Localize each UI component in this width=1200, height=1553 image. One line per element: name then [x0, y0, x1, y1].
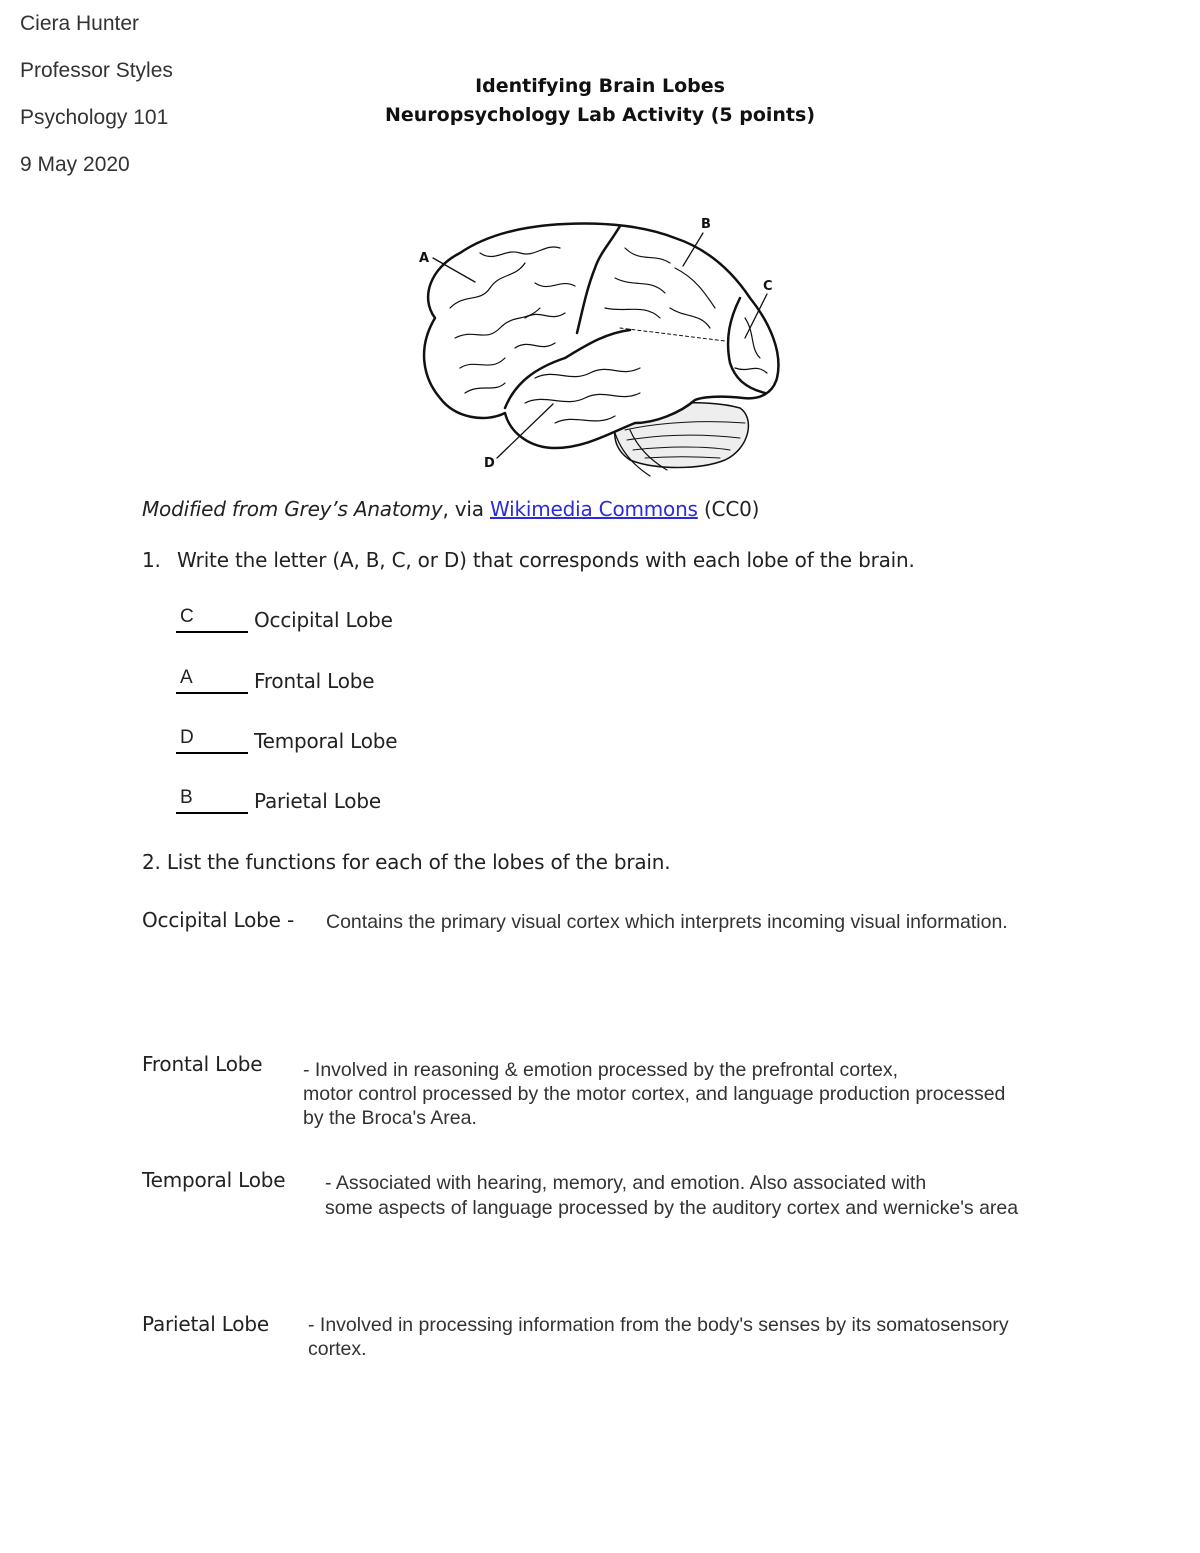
answer-temporal-lobe: Temporal Lobe: [254, 729, 398, 753]
answer-temporal-letter[interactable]: D: [180, 727, 194, 748]
function-parietal-line-1[interactable]: - Involved in processing information from the body's senses by its somatosensory: [308, 1314, 1009, 1336]
function-frontal-label: Frontal Lobe: [142, 1052, 263, 1076]
student-name: Ciera Hunter: [20, 12, 140, 35]
function-occipital-line-1[interactable]: Contains the primary visual cortex which interprets incoming visual information.: [326, 911, 1008, 933]
caption-source: Grey’s Anatomy: [284, 497, 443, 521]
function-frontal-line-1[interactable]: - Involved in reasoning & emotion processed by the prefrontal cortex,: [303, 1059, 899, 1081]
function-frontal-line-3[interactable]: by the Broca's Area.: [303, 1107, 477, 1129]
function-temporal-label: Temporal Lobe: [142, 1168, 286, 1192]
question-2-prompt: 2. List the functions for each of the lobes of the brain.: [142, 850, 671, 874]
answer-occipital-letter[interactable]: C: [180, 606, 194, 627]
question-1-prompt: Write the letter (A, B, C, or D) that corresponds with each lobe of the brain.: [177, 548, 915, 572]
caption-via: , via: [442, 497, 490, 521]
answer-occipital-blank: [176, 631, 248, 633]
caption-license: (CC0): [697, 497, 760, 521]
answer-temporal-blank: [176, 752, 248, 754]
course-name: Psychology 101: [20, 106, 169, 129]
function-temporal-line-1[interactable]: - Associated with hearing, memory, and emotion. Also associated with: [325, 1172, 927, 1194]
professor-name: Professor Styles: [20, 59, 173, 82]
function-temporal-line-2[interactable]: some aspects of language processed by the auditory cortex and wernicke's area: [325, 1197, 1019, 1219]
label-a: A: [419, 251, 430, 266]
function-parietal-label: Parietal Lobe: [142, 1312, 269, 1336]
answer-parietal-blank: [176, 812, 248, 814]
answer-parietal-lobe: Parietal Lobe: [254, 789, 381, 813]
question-1-number: 1.: [142, 548, 161, 572]
label-d: D: [484, 456, 495, 471]
wikimedia-link[interactable]: Wikimedia Commons: [490, 497, 698, 521]
title-line-1: Identifying Brain Lobes: [475, 75, 725, 97]
figure-caption: [142, 497, 759, 521]
answer-frontal-letter[interactable]: A: [180, 667, 193, 688]
title-line-2: Neuropsychology Lab Activity (5 points): [384, 104, 815, 126]
function-frontal-line-2[interactable]: motor control processed by the motor cortex, and language production processed: [303, 1083, 1006, 1105]
label-b: B: [701, 217, 711, 232]
answer-parietal-letter[interactable]: B: [180, 787, 193, 808]
label-c: C: [763, 279, 773, 294]
date: 9 May 2020: [20, 153, 130, 176]
answer-frontal-lobe: Frontal Lobe: [254, 669, 375, 693]
brain-diagram: [405, 208, 795, 480]
answer-occipital-lobe: Occipital Lobe: [254, 608, 393, 632]
caption-prefix: Modified from: [142, 497, 285, 521]
function-parietal-line-2[interactable]: cortex.: [308, 1338, 367, 1360]
answer-frontal-blank: [176, 692, 248, 694]
function-occipital-label: Occipital Lobe -: [142, 908, 294, 932]
